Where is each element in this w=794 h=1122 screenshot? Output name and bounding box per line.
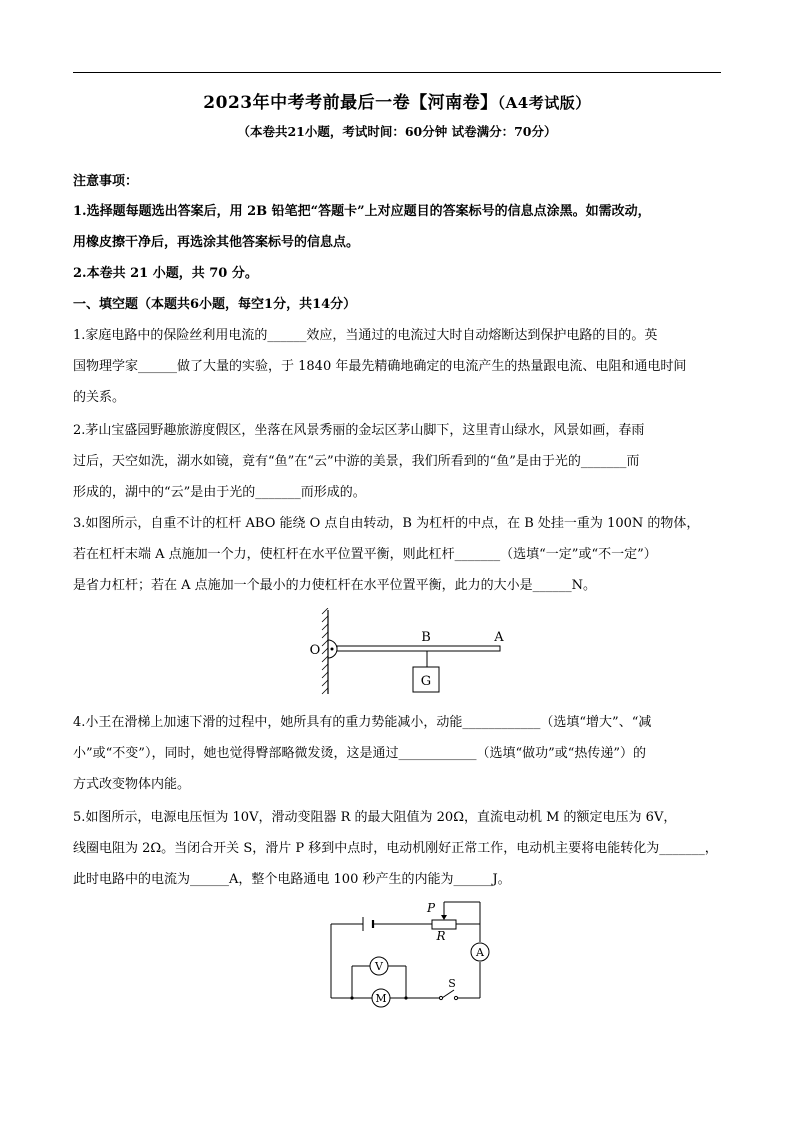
section1-heading: 一、填空题（本题共6小题，每空1分，共14分） bbox=[73, 297, 357, 312]
q4-line2: 小”或“不变”），同时，她也觉得臀部略微发烫，这是通过____________（选填“做功”或“热传递”）的 bbox=[73, 746, 647, 761]
top-rule bbox=[73, 72, 721, 73]
q2-line3: 形成的，湖中的“云”是由于光的_______而形成的。 bbox=[73, 485, 366, 500]
pivot-point bbox=[331, 648, 334, 651]
label-voltmeter: V bbox=[375, 960, 383, 973]
q5-line2: 线圈电阻为 2Ω。当闭合开关 S，滑片 P 移到中点时，电动机刚好正常工作，电动机主要将电能转化为_______， bbox=[73, 841, 718, 856]
rheostat-icon bbox=[432, 920, 456, 929]
circuit-figure bbox=[320, 898, 495, 1008]
q1-line2: 国物理学家______做了大量的实验，于 1840 年最先精确地确定的电流产生的热量跟电流、电阻和通电时间 bbox=[73, 359, 687, 374]
q4-line1: 4.小王在滑梯上加速下滑的过程中，她所具有的重力势能减小，动能____________（选填“增大”、“减 bbox=[73, 715, 652, 730]
q5-line3: 此时电路中的电流为______A，整个电路通电 100 秒产生的内能为______J。 bbox=[73, 872, 511, 887]
page-title bbox=[0, 88, 794, 113]
exam-info: （本卷共21小题，考试时间：60分钟 试卷满分：70分） bbox=[237, 124, 557, 139]
q2-line1: 2.茅山宝盛园野趣旅游度假区，坐落在风景秀丽的金坛区茅山脚下，这里青山绿水，风景如画，春雨 bbox=[73, 423, 645, 438]
lever-figure bbox=[305, 608, 510, 700]
label-o: O bbox=[309, 643, 321, 658]
label-r: R bbox=[436, 929, 446, 943]
q1-line3: 的关系。 bbox=[73, 390, 126, 405]
title-main: 2023年中考考前最后一卷【河南卷】 bbox=[203, 93, 498, 113]
switch-contact-right bbox=[454, 996, 457, 999]
circuit-wires bbox=[331, 902, 480, 998]
label-switch: S bbox=[448, 977, 456, 990]
wall-hatching bbox=[322, 608, 328, 694]
label-ammeter: A bbox=[476, 946, 484, 959]
notes-item1-line1: 1.选择题每题选出答案后，用 2B 铅笔把“答题卡”上对应题目的答案标号的信息点涂黑。如需改动， bbox=[73, 204, 651, 219]
slider-arrow-icon bbox=[441, 915, 447, 920]
label-b: B bbox=[421, 630, 431, 645]
q3-line1: 3.如图所示，自重不计的杠杆 ABO 能绕 O 点自由转动，B 为杠杆的中点，在 B 处挂一重为 100N 的物体， bbox=[73, 516, 700, 531]
label-p: P bbox=[426, 901, 436, 915]
notes-item1-line2: 用橡皮擦干净后，再选涂其他答案标号的信息点。 bbox=[73, 235, 360, 250]
battery-icon bbox=[363, 917, 373, 931]
q2-line2: 过后，天空如洗，湖水如镜，竟有“鱼”在“云”中游的美景，我们所看到的“鱼”是由于光的_______而 bbox=[73, 454, 640, 469]
q4-line3: 方式改变物体内能。 bbox=[73, 777, 191, 792]
junction-right bbox=[404, 996, 407, 999]
q5-line1: 5.如图所示，电源电压恒为 10V，滑动变阻器 R 的最大阻值为 20Ω，直流电动机 M 的额定电压为 6V， bbox=[73, 810, 677, 825]
label-motor: M bbox=[375, 992, 387, 1005]
switch-contact-left bbox=[439, 996, 442, 999]
title-tag: （A4考试版） bbox=[497, 94, 591, 112]
notes-item2: 2.本卷共 21 小题，共 70 分。 bbox=[73, 266, 258, 281]
junction-left bbox=[350, 996, 353, 999]
label-a: A bbox=[494, 630, 504, 645]
notes-heading: 注意事项： bbox=[73, 174, 139, 189]
label-g: G bbox=[420, 674, 432, 689]
q3-line2: 若在杠杆末端 A 点施加一个力，使杠杆在水平位置平衡，则此杠杆_______（选填“一定”或“不一定”） bbox=[73, 547, 657, 562]
q3-line3: 是省力杠杆；若在 A 点施加一个最小的力使杠杆在水平位置平衡，此力的大小是______N。 bbox=[73, 578, 597, 593]
lever-bar bbox=[337, 646, 500, 651]
q1-line1: 1.家庭电路中的保险丝利用电流的______效应，当通过的电流过大时自动熔断达到保护电路的目的。英 bbox=[73, 328, 658, 343]
